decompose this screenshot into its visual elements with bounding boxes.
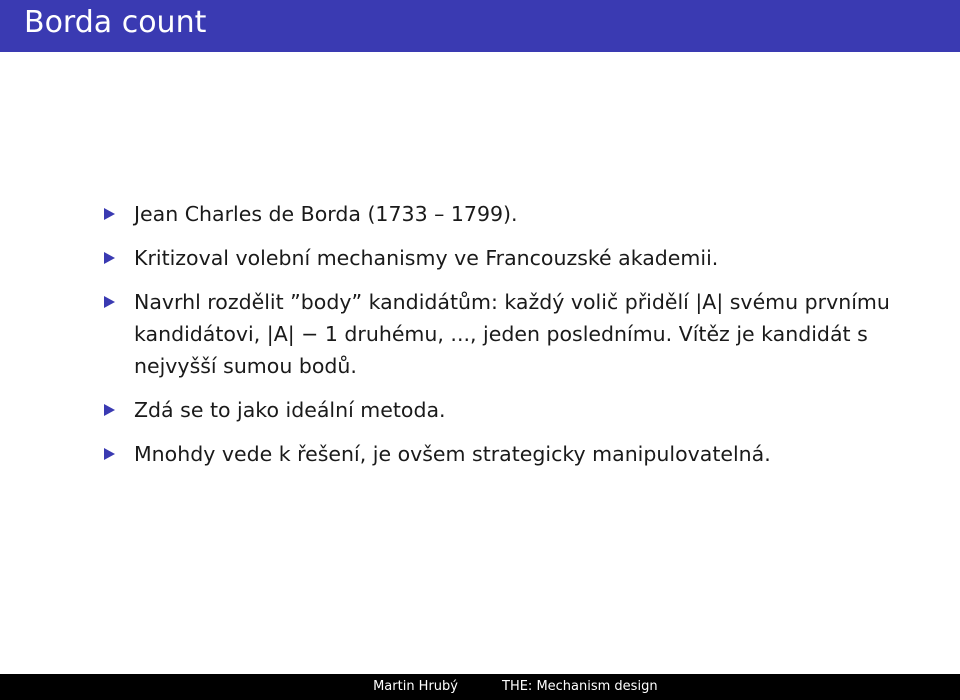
- bullet-item: [104, 438, 934, 470]
- title-bar: [0, 0, 960, 52]
- bullet-item: [104, 394, 934, 426]
- bullet-item: [104, 242, 934, 274]
- footer-author: Martin Hrubý: [373, 679, 458, 694]
- bullet-text: Kritizoval volební mechanismy ve Francouzské akademii.: [134, 246, 719, 270]
- triangle-bullet-icon: [104, 296, 115, 308]
- bullet-text: Mnohdy vede k řešení, je ovšem strategicky manipulovatelná.: [134, 442, 771, 466]
- bullet-item: [104, 286, 934, 382]
- bullet-list: [104, 198, 934, 482]
- slide-title: Borda count: [24, 5, 207, 40]
- bullet-text: Navrhl rozdělit ”body” kandidátům: každý volič přidělí |A| svému prvnímu kandidátovi, |A| − 1 druhému, ..., jeden poslednímu. Vítěz je kandidát s nejvyšší sumou bodů.: [134, 290, 897, 378]
- bullet-text: Jean Charles de Borda (1733 – 1799).: [134, 202, 518, 226]
- footer-course: THE: Mechanism design: [502, 679, 658, 694]
- bullet-item: [104, 198, 934, 230]
- triangle-bullet-icon: [104, 448, 115, 460]
- triangle-bullet-icon: [104, 208, 115, 220]
- footer-bar: [0, 674, 960, 700]
- triangle-bullet-icon: [104, 252, 115, 264]
- bullet-text: Zdá se to jako ideální metoda.: [134, 398, 446, 422]
- triangle-bullet-icon: [104, 404, 115, 416]
